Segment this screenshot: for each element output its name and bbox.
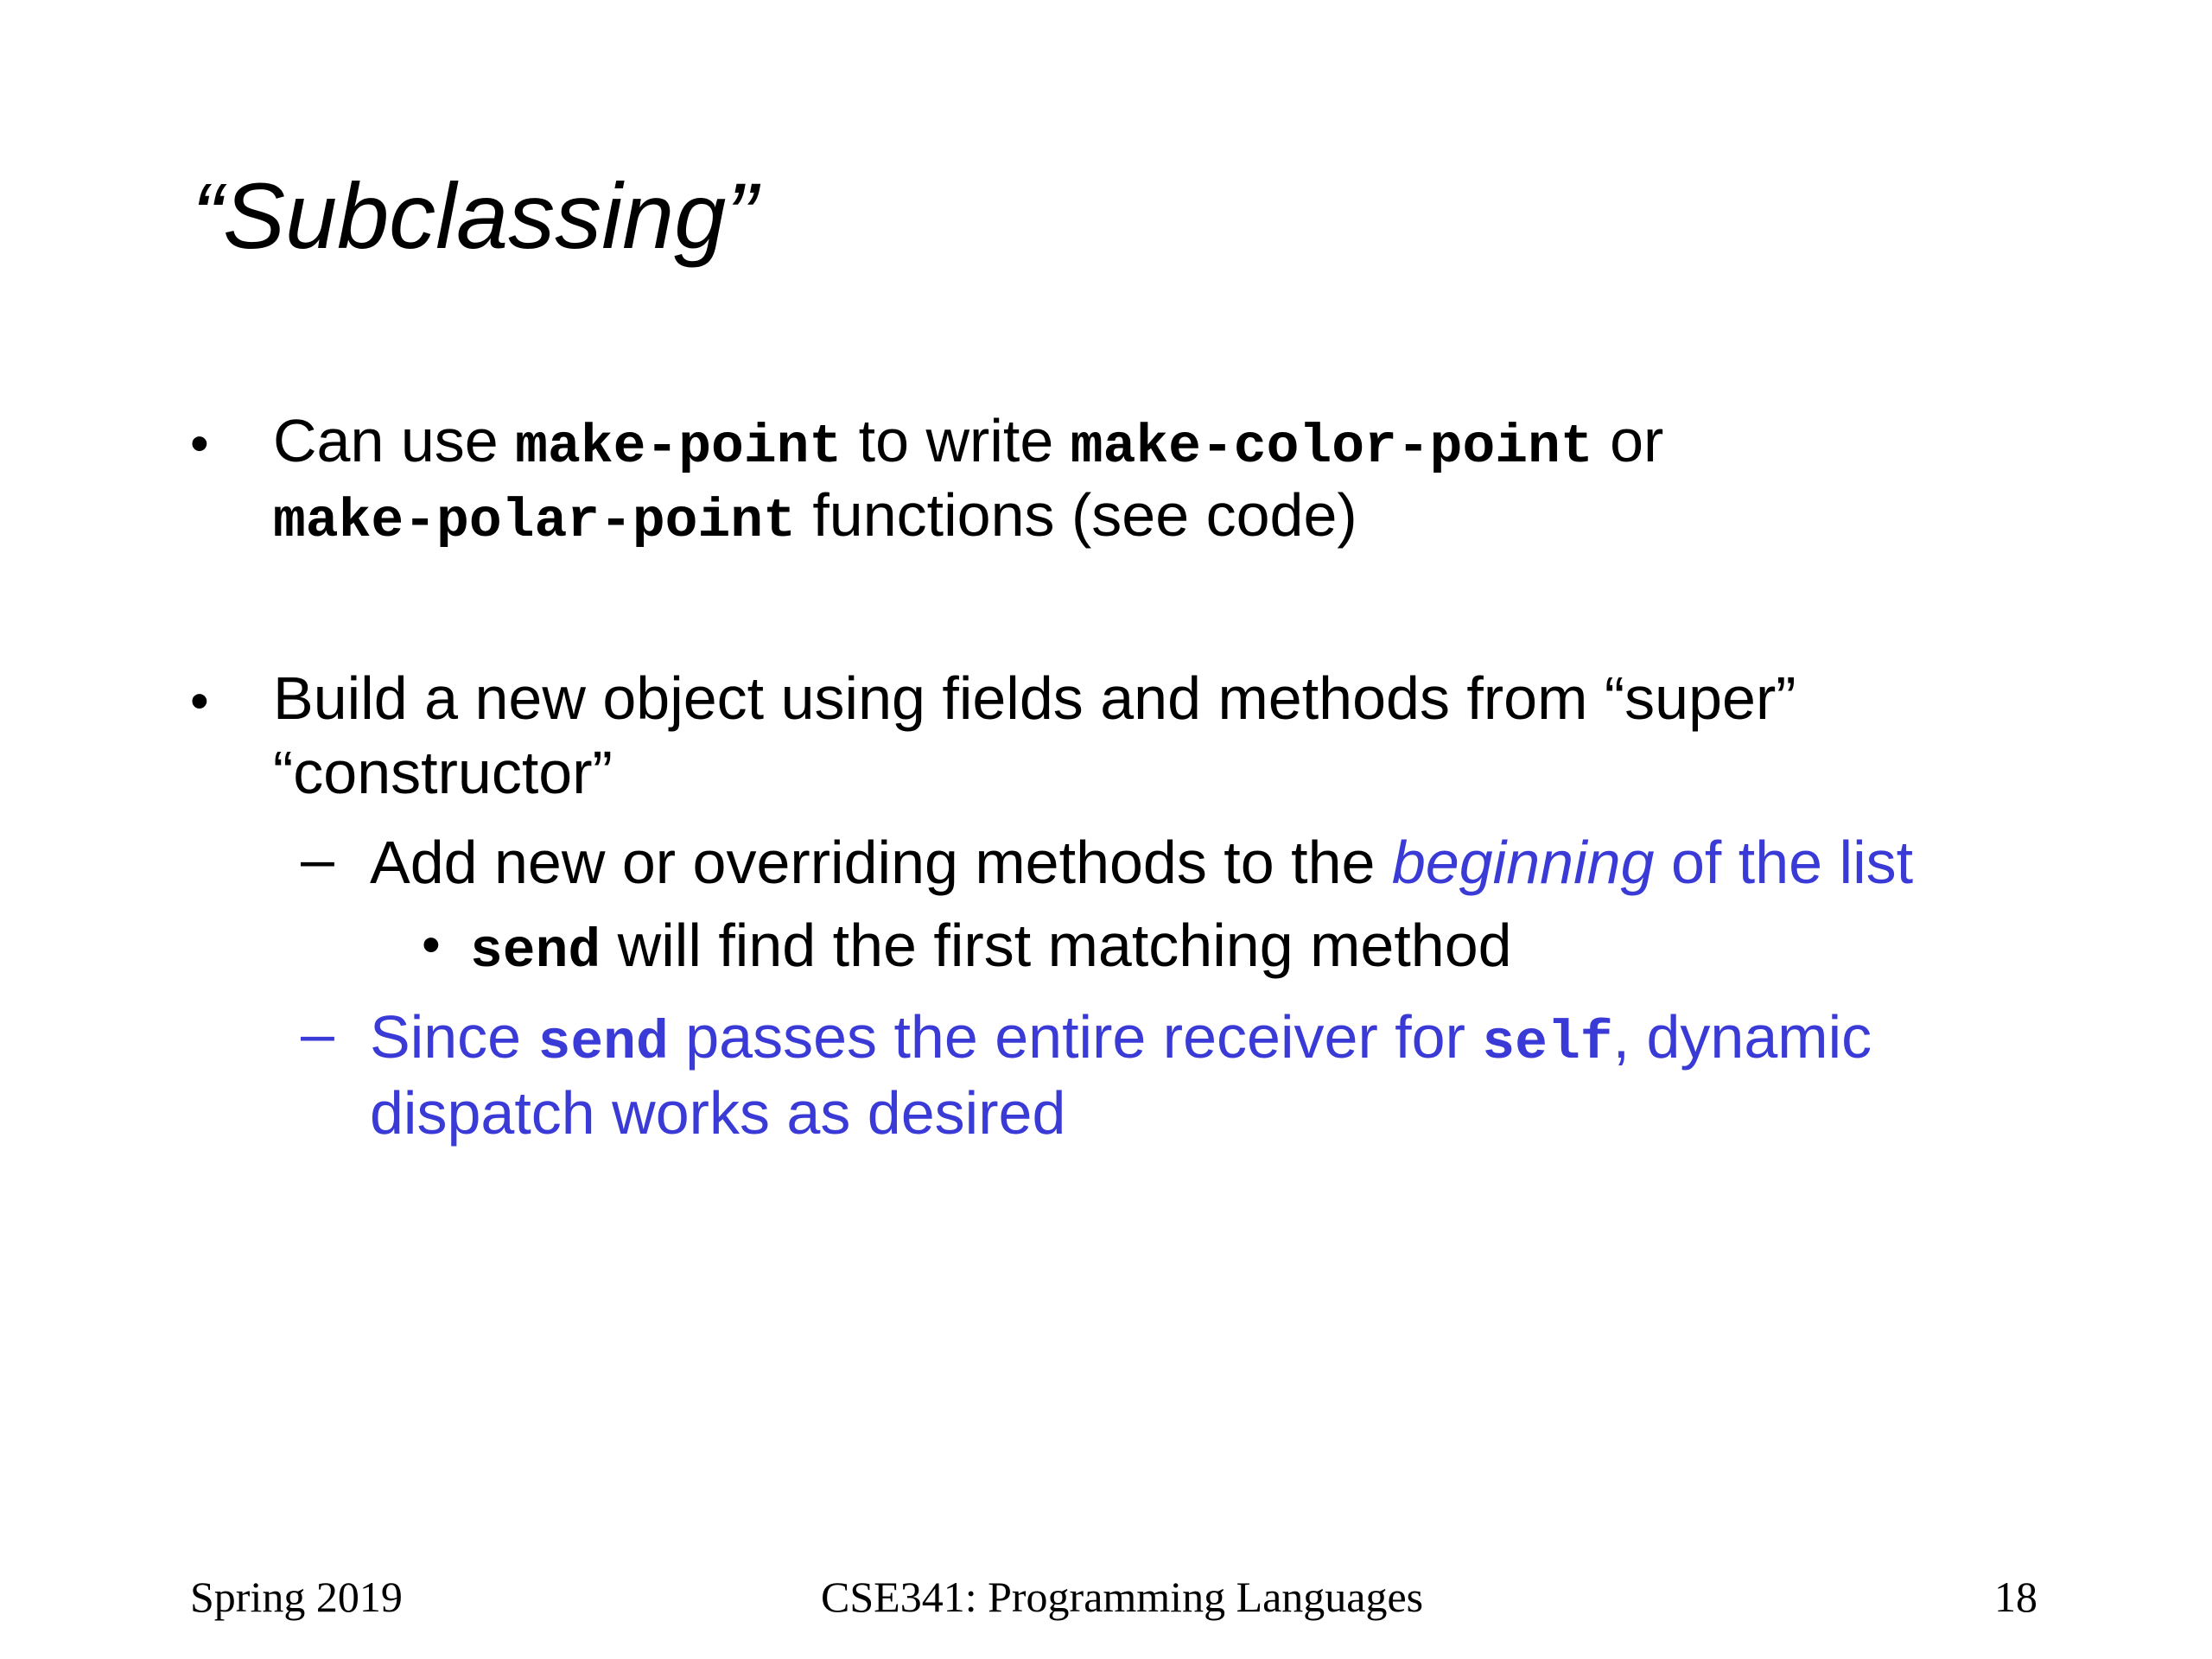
sub-bullet-2-text-a: Since xyxy=(370,1003,538,1071)
bullet-1-glyph: • xyxy=(190,414,209,474)
code-make-color-point: make-color-point xyxy=(1070,416,1593,478)
slide-title: “Subclassing” xyxy=(192,163,758,268)
bullet-2-glyph: • xyxy=(190,671,209,731)
bullet-1-line-1 xyxy=(273,403,1663,486)
footer-page-number: 18 xyxy=(1994,1573,2037,1621)
bullet-1-line-2 xyxy=(273,477,1357,560)
sub-bullet-2-line-1 xyxy=(370,999,1872,1082)
sub-bullet-1-plain: Add new or overriding methods to the xyxy=(370,829,1392,896)
sub-bullet-2-text-c: , dynamic xyxy=(1612,1003,1872,1071)
sub-bullet-1-text xyxy=(370,824,1913,900)
bullet-2-line-2: “constructor” xyxy=(273,739,613,806)
footer-term: Spring 2019 xyxy=(190,1573,403,1621)
sub-bullet-2-line-2: dispatch works as desired xyxy=(370,1079,1066,1147)
bullet-1-text-c: or xyxy=(1592,407,1664,474)
sub-sub-bullet-text xyxy=(470,907,1512,990)
code-self: self xyxy=(1482,1013,1613,1074)
sub-bullet-2-dash: – xyxy=(301,1000,334,1067)
code-make-point: make-point xyxy=(515,416,842,478)
bullet-2-line-1: Build a new object using fields and methods from “super” xyxy=(273,664,1796,732)
code-send: send xyxy=(470,921,601,982)
sub-bullet-1-italic: beginning xyxy=(1391,829,1655,896)
sub-bullet-1-blue: of the list xyxy=(1654,829,1914,896)
bullet-1-text-d: functions (see code) xyxy=(795,481,1357,549)
sub-bullet-1-dash: – xyxy=(301,825,334,893)
code-make-polar-point: make-polar-point xyxy=(273,491,796,552)
bullet-1-text-a: Can use xyxy=(273,407,516,474)
bullet-1-text-b: to write xyxy=(842,407,1071,474)
footer-course: CSE341: Programming Languages xyxy=(821,1573,1424,1621)
sub-sub-bullet-glyph: • xyxy=(422,915,441,975)
code-send-2: send xyxy=(537,1013,669,1074)
sub-sub-bullet-plain: will find the first matching method xyxy=(601,912,1512,979)
sub-bullet-2-text-b: passes the entire receiver for xyxy=(668,1003,1483,1071)
